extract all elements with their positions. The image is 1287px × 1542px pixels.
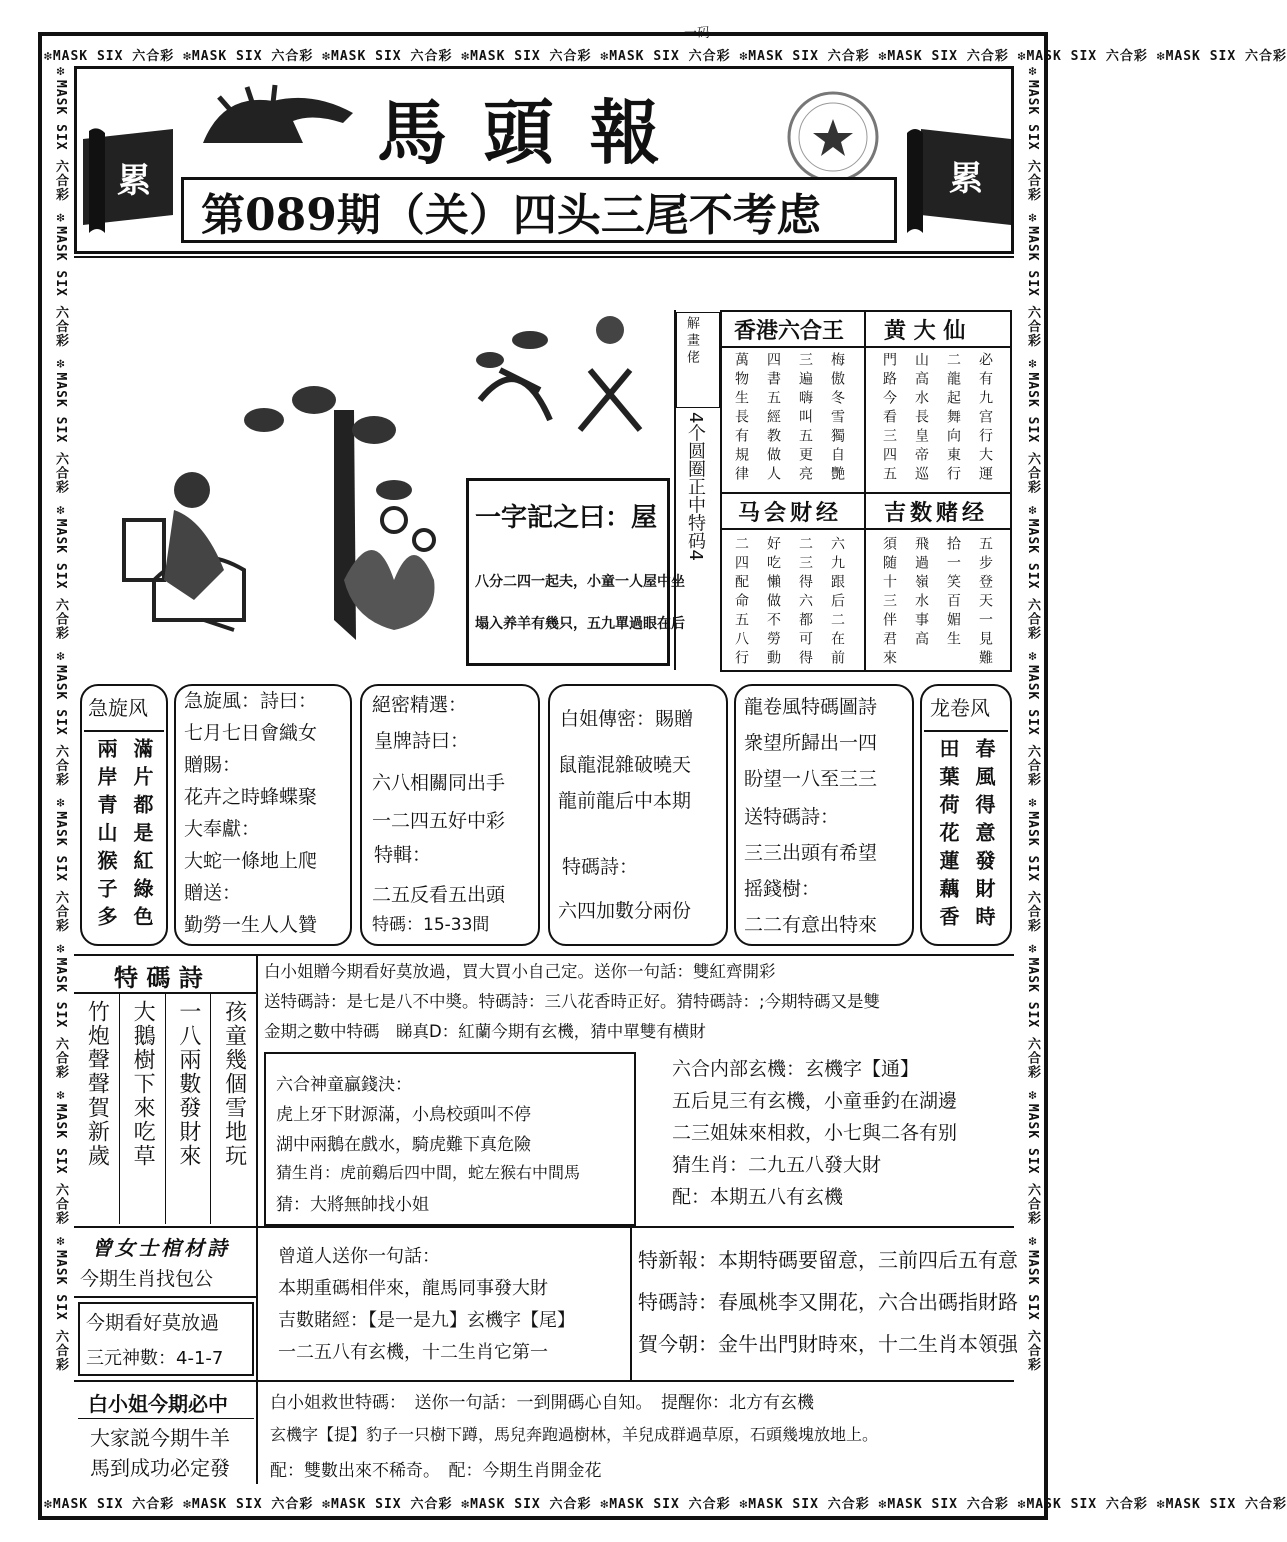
issue-line: 第089期（关）四头三尾不考虑: [201, 190, 821, 241]
special-poem-title: 特 碼 詩: [114, 963, 203, 992]
three-numbers-line: 今期看好莫放過: [86, 1312, 220, 1334]
header-divider: [74, 256, 1014, 258]
mahui-col: 六九跟后二在前: [829, 536, 845, 669]
special-poem-cell: [74, 992, 119, 1224]
bai-sister-line: 六四加數分兩份: [558, 900, 692, 922]
tornado-poem-line: 龍卷風特碼圖詩: [744, 696, 878, 718]
puzzle-poem-line-2: 塌入养羊有幾只，五九單過眼在后: [475, 616, 685, 632]
whirlwind-poem-line: 大奉獻：: [184, 818, 261, 840]
child-formula-line: 湖中兩鵝在戲水，騎虎難下真危險: [276, 1135, 531, 1155]
special-poem-grid: [74, 992, 256, 1224]
three-numbers-line: 三元神數：4-1-7: [86, 1348, 224, 1369]
secret-pick-line: 特碼：15-33間: [372, 915, 490, 935]
whirlwind-poem-line: 勤勞一生人人贊: [184, 914, 318, 936]
poem-grid-divider-h2: [720, 492, 1012, 494]
jishu-col: 五步登天一見難: [977, 536, 993, 669]
tornado-poem-line: 衆望所歸出一四: [744, 732, 878, 754]
whirlwind-poem-box: [174, 684, 352, 946]
jishu-title: 吉数赌经: [884, 500, 989, 526]
mahui-title: 马会财经: [738, 500, 843, 526]
new-report-rule: [630, 1228, 632, 1380]
row4-top-rule: [74, 1226, 1014, 1228]
bai-sister-box: [548, 684, 728, 946]
tornado-right-columns: [934, 738, 998, 934]
taoist-line: 本期重碼相伴來，龍馬同事發大財: [278, 1278, 548, 1299]
tornado-right-box: [920, 684, 1012, 946]
whirlwind-poem-line: 急旋風：詩曰：: [184, 690, 318, 712]
bai-must-line: 馬到成功必定發: [90, 1456, 230, 1480]
inner-mystery-line: 猜生肖：二九五八發大財: [672, 1154, 882, 1176]
mahui-col: 二四配命五八行: [733, 536, 749, 669]
row3-top-rule: [74, 954, 1014, 956]
poem-grid-divider-h1: [720, 346, 1012, 348]
hk-king-col: 四書五經教做人: [765, 352, 781, 485]
bai-must-line: 大家説今期牛羊: [90, 1426, 230, 1450]
three-numbers-box: [78, 1302, 254, 1376]
new-report-line: 賀今朝：金牛出門財時來，十二生肖本領强: [638, 1332, 1018, 1356]
whirlwind-left-columns: [92, 738, 156, 934]
bai-sister-line: 白姐傳密：賜贈: [560, 708, 694, 730]
hk-king-col: 萬物生長有規律: [733, 352, 749, 485]
top-corner-text: 一码: [684, 26, 711, 41]
taoist-line: 一二五八有玄機，十二生肖它第一: [278, 1342, 548, 1363]
inner-mystery-line: 配：本期五八有玄機: [672, 1186, 844, 1208]
bai-sister-line: 鼠龍混雜破曉天: [558, 754, 692, 776]
secret-pick-line: 特輯：: [374, 844, 432, 866]
masthead: [74, 66, 1014, 254]
whirlwind-left-box: [80, 684, 168, 946]
special-poem-cell: [119, 992, 165, 1224]
special-poem-cell: [210, 992, 256, 1224]
child-formula-line: 猜生肖：虎前鷄后四中間，蛇左猴右中間馬: [276, 1163, 581, 1182]
inner-mystery-line: 六合内部玄機：玄機字【通】: [672, 1058, 920, 1080]
bai-sister-line: 龍前龍后中本期: [558, 790, 692, 812]
left-banner-char: 累: [117, 161, 151, 201]
bai-sister-line: 特碼詩：: [562, 856, 639, 878]
secret-pick-line: 六八相關同出手: [372, 772, 506, 794]
official-seal-icon: [785, 89, 881, 185]
jishu-col: 須随十三伴君來: [881, 536, 897, 669]
whirlwind-left-col: 滿片都是紅綠色: [130, 738, 154, 934]
special-poem-col: 大鵝樹下來吃草: [130, 1000, 156, 1168]
mask-border-top: ❇MASK SIX 六合彩 ❇MASK SIX 六合彩 ❇MASK SIX 六合彩 ❇MASK SIX 六合彩 ❇MASK SIX 六合彩 ❇MASK SIX 六合彩 ❇MASK SIX 六合彩 ❇MASK SIX 六合彩 ❇MASK SIX 六合彩: [44, 48, 1287, 64]
secret-pick-line: 皇牌詩曰：: [374, 730, 470, 752]
child-formula-box: [264, 1052, 636, 1226]
new-report-line: 特新報：本期特碼要留意，三前四后五有意: [638, 1248, 1018, 1272]
huang-daxian-col: 山高水長皇帝巡: [913, 352, 929, 485]
jishu-col: 飛過嶺水事高: [913, 536, 929, 650]
whirlwind-left-title: 急旋风: [88, 696, 148, 720]
taoist-line: 吉數賭經：【是一是九】玄機字【尾】: [278, 1310, 575, 1331]
mask-border-right: ❇MASK SIX 六合彩 ❇MASK SIX 六合彩 ❇MASK SIX 六合彩 ❇MASK SIX 六合彩 ❇MASK SIX 六合彩 ❇MASK SIX 六合彩 ❇MASK SIX 六合彩 ❇MASK SIX 六合彩 ❇MASK SIX 六合彩: [1025, 64, 1040, 1372]
bai-must-title: 白小姐今期必中: [88, 1392, 228, 1416]
whirlwind-poem-line: 七月七日會織女: [184, 722, 318, 744]
poem-grid-divider-h3: [720, 528, 1012, 530]
horse-head-illustration: [193, 83, 363, 153]
tornado-poem-line: 二二有意出特來: [744, 914, 878, 936]
tornado-right-col: 田葉荷花蓮藕香: [936, 738, 960, 934]
huang-daxian-col: 必有九宫行大運: [977, 352, 993, 485]
hk-king-col: 梅傲冬雪獨自艷: [829, 352, 845, 485]
row5-top-rule: [74, 1380, 1014, 1382]
tornado-poem-line: 摇錢樹：: [744, 878, 821, 900]
secret-pick-line: 絕密精選：: [372, 694, 468, 716]
whirlwind-left-rule: [84, 730, 164, 732]
huang-daxian-col: 二龍起舞向東行: [945, 352, 961, 485]
bai-tip-line: 金期之數中特碼 睇真D：紅蘭今期有玄機，猜中單雙有横財: [264, 1022, 706, 1041]
jishu-columns: [880, 536, 994, 669]
puzzle-poem-line-1: 八分二四一起夫，小童一人屋中坐: [475, 574, 685, 590]
whirlwind-poem-line: 贈送：: [184, 882, 242, 904]
inner-mystery-line: 二三姐妹來相救，小七與二各有别: [672, 1122, 958, 1144]
bai-tip-line: 送特碼詩：是七是八不中奬。特碼詩：三八花香時正好。猜特碼詩：;今期特碼又是雙: [264, 992, 881, 1011]
child-formula-line: 猜：大將無帥找小姐: [276, 1195, 429, 1215]
new-report-line: 特碼詩：春風桃李又開花，六合出碼指財路: [638, 1290, 1018, 1314]
coffin-rule: [74, 1296, 256, 1298]
special-poem-col: 竹炮聲聲賀新歲: [84, 1000, 110, 1168]
coffin-line: 今期生肖找包公: [80, 1268, 214, 1290]
whirlwind-left-col: 兩岸青山猴子多: [94, 738, 118, 934]
special-poem-col: 孩童幾個雪地玩: [221, 1000, 247, 1168]
tornado-right-col: 春風得意發財時: [972, 738, 996, 934]
taoist-line: 曾道人送你一句話：: [278, 1246, 440, 1267]
rescue-line: 白小姐救世特碼： 送你一句話：一到開碼心自知。 提醒你：北方有玄機: [270, 1393, 814, 1413]
secret-pick-line: 一二四五好中彩: [372, 810, 506, 832]
child-formula-line: 六合神童贏錢決：: [276, 1075, 412, 1095]
coffin-title: 曾女士棺材詩: [92, 1236, 230, 1260]
child-formula-line: 虎上牙下財源滿，小鳥校頭叫不停: [276, 1105, 531, 1125]
puzzle-side-label: 解畫佬: [684, 316, 699, 367]
secret-pick-line: 二五反看五出頭: [372, 884, 506, 906]
whirlwind-poem-line: 贈賜：: [184, 754, 242, 776]
puzzle-drawing: [460, 310, 670, 450]
whirlwind-poem-line: 大蛇一條地上爬: [184, 850, 318, 872]
mask-border-bottom: ❇MASK SIX 六合彩 ❇MASK SIX 六合彩 ❇MASK SIX 六合彩 ❇MASK SIX 六合彩 ❇MASK SIX 六合彩 ❇MASK SIX 六合彩 ❇MASK SIX 六合彩 ❇MASK SIX 六合彩 ❇MASK SIX 六合彩: [44, 1496, 1287, 1512]
inner-mystery-line: 五后見三有玄機，小童垂釣在湖邊: [672, 1090, 958, 1112]
special-poem-cell: [165, 992, 211, 1224]
special-poem-col: 一八兩數發財來: [175, 1000, 201, 1168]
poem-grid-divider-v: [864, 310, 866, 672]
tornado-right-title: 龙卷风: [930, 696, 990, 720]
hk-king-col: 三遍嗨叫五更亮: [797, 352, 813, 485]
tornado-right-rule: [924, 730, 1008, 732]
puzzle-word-box: [466, 478, 685, 666]
rescue-line: 玄機字【提】豹子一只樹下蹲，馬兒奔跑過樹林，羊兒成群過草原，石頭幾塊放地上。: [270, 1425, 879, 1444]
mahui-col: 二三得六都可得: [797, 536, 813, 669]
hk-king-title: 香港六合王: [734, 318, 845, 344]
hk-king-columns: [732, 352, 846, 485]
huang-daxian-columns: [880, 352, 994, 485]
tornado-poem-line: 三三出頭有希望: [744, 842, 878, 864]
jishu-col: 拾一笑百媚生: [945, 536, 961, 650]
huang-daxian-title: 黄 大 仙: [884, 318, 966, 344]
tornado-poem-line: 送特碼詩：: [744, 806, 840, 828]
huang-daxian-col: 門路今看三四五: [881, 352, 897, 485]
left-column-rule: [256, 954, 258, 1484]
mahui-columns: [732, 536, 846, 669]
puzzle-vertical-hint: 4个圆圈正中特码4: [685, 412, 706, 561]
secret-pick-box: [360, 684, 540, 946]
bai-tip-line: 白小姐贈今期看好莫放過，買大買小自己定。送你一句話：雙紅齊開彩: [264, 962, 776, 981]
rescue-line: 配：雙數出來不稀奇。 配：今期生肖開金花: [270, 1461, 602, 1481]
mahui-col: 好吃懶做不勞動: [765, 536, 781, 669]
right-banner-char: 累: [949, 159, 983, 199]
well-man-illustration: [94, 370, 464, 660]
whirlwind-poem-line: 花卉之時蜂蝶聚: [184, 786, 318, 808]
mask-border-left: ❇MASK SIX 六合彩 ❇MASK SIX 六合彩 ❇MASK SIX 六合彩 ❇MASK SIX 六合彩 ❇MASK SIX 六合彩 ❇MASK SIX 六合彩 ❇MASK SIX 六合彩 ❇MASK SIX 六合彩 ❇MASK SIX 六合彩: [53, 64, 68, 1372]
puzzle-word-title: 一字記之曰：屋: [475, 503, 658, 533]
bai-must-rule: [78, 1418, 254, 1419]
tornado-poem-box: [734, 684, 914, 946]
masthead-title: 馬 頭 報: [377, 91, 666, 174]
tornado-poem-line: 盼望一八至三三: [744, 768, 878, 790]
